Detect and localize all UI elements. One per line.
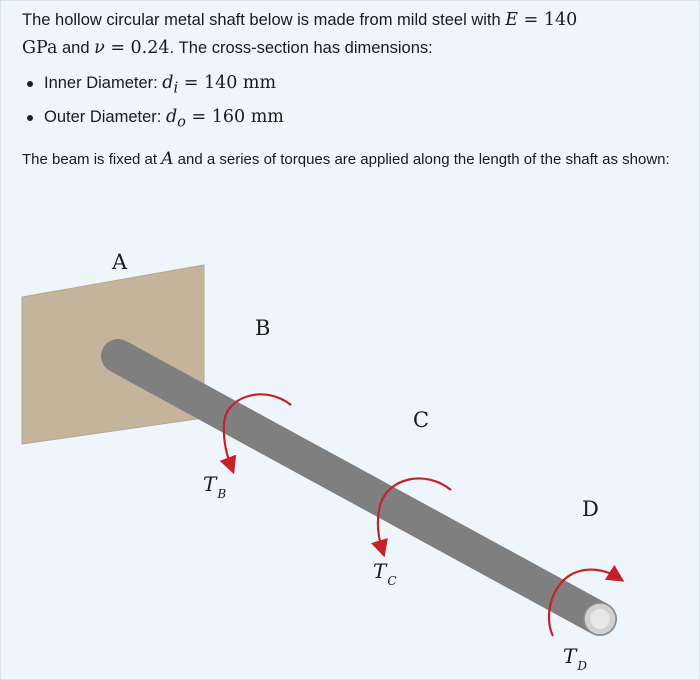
modulus-symbol: E (505, 10, 519, 30)
torque-label-d: $T_D$ (563, 644, 587, 673)
torque-label-b: $T_B$ (203, 472, 227, 501)
point-label-d: D (582, 497, 599, 521)
modulus-unit: GPa (22, 38, 58, 58)
torque-label-c: $T_C$ (373, 559, 397, 588)
dimension-value: = 160 mm (185, 106, 284, 127)
poisson-value: = 0.24 (104, 38, 170, 58)
dimension-symbol: d (162, 73, 174, 93)
intro-text: The hollow circular metal shaft below is made from mild steel with (22, 11, 506, 29)
beam-text-end: and a series of torques are applied along the length of the shaft as shown: (173, 151, 670, 168)
intro-connector: and (57, 39, 95, 57)
dimension-symbol: d (165, 106, 178, 127)
dimension-subscript: i (173, 79, 179, 97)
shaft-bore (590, 609, 610, 629)
poisson-symbol: ν (94, 38, 105, 58)
point-label-a: A (112, 250, 128, 274)
dimension-subscript: o (177, 113, 186, 130)
fixed-point-symbol: A (161, 149, 174, 169)
beam-text-start: The beam is fixed at (22, 151, 162, 168)
point-label-b: B (255, 316, 271, 340)
dimension-value: = 140 mm (178, 73, 277, 93)
shaft-body (118, 356, 600, 619)
dimension-label: Outer Diameter: (44, 107, 166, 126)
modulus-value: = 140 (518, 10, 578, 30)
dimension-label: Inner Diameter: (44, 74, 163, 92)
point-label-c: C (413, 408, 430, 432)
intro-end-text: . The cross-section has dimensions: (169, 39, 433, 57)
